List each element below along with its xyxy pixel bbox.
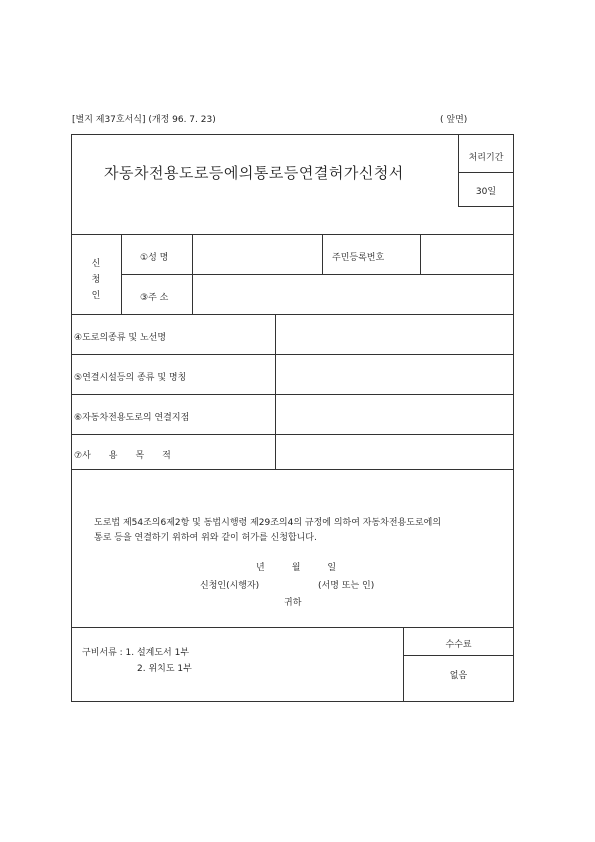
purpose-label: ⑦사 용 목 적 <box>74 451 171 461</box>
page-side-label: ( 앞면) <box>440 115 468 125</box>
fee-label: 수수료 <box>445 640 472 650</box>
address-label: ③주 소 <box>140 293 169 303</box>
name-label: ①성 명 <box>140 253 169 263</box>
applicant-signatory: 신청인(시행자) <box>200 581 260 591</box>
fee-value: 없음 <box>449 671 468 681</box>
facility-type-label: ⑤연결시설등의 종류 및 명칭 <box>74 373 187 383</box>
address-field[interactable] <box>194 276 512 312</box>
form-reference: [별지 제37호서식] (개정 96. 7. 23) <box>72 115 216 125</box>
attachments-label: 구비서류 : 1. 설계도서 1부 <box>82 648 190 658</box>
form-title: 자동차전용도로등에의통로등연결허가신청서 <box>104 164 404 182</box>
statement-line-2: 통로 등을 연결하기 위하여 위와 같이 허가를 신청합니다. <box>94 533 317 543</box>
processing-period-value: 30일 <box>475 187 497 197</box>
statement-line-1: 도로법 제54조의6제2항 및 동법시행령 제29조의4의 규정에 의하여 자동차전용도로에의 <box>94 518 442 528</box>
date-line: 년 월 일 <box>256 563 337 573</box>
signature-note: (서명 또는 인) <box>318 581 375 591</box>
rrn-label: 주민등록번호 <box>332 253 385 263</box>
purpose-field[interactable] <box>277 436 512 467</box>
attachment-item-2: 2. 위치도 1부 <box>137 664 192 674</box>
road-type-label: ④도로의종류 및 노선명 <box>74 333 167 343</box>
name-field[interactable] <box>194 236 320 272</box>
connection-point-label: ⑥자동차전용도로의 연결지점 <box>74 413 190 423</box>
rrn-field[interactable] <box>422 236 512 272</box>
applicant-group-char-3: 인 <box>91 291 101 301</box>
applicant-group-char-2: 청 <box>91 275 101 285</box>
connection-point-field[interactable] <box>277 396 512 432</box>
facility-type-field[interactable] <box>277 356 512 392</box>
road-type-field[interactable] <box>277 316 512 352</box>
processing-period-label: 처리기간 <box>468 153 504 163</box>
addressee: 귀하 <box>284 598 302 608</box>
applicant-group-char-1: 신 <box>91 259 101 269</box>
